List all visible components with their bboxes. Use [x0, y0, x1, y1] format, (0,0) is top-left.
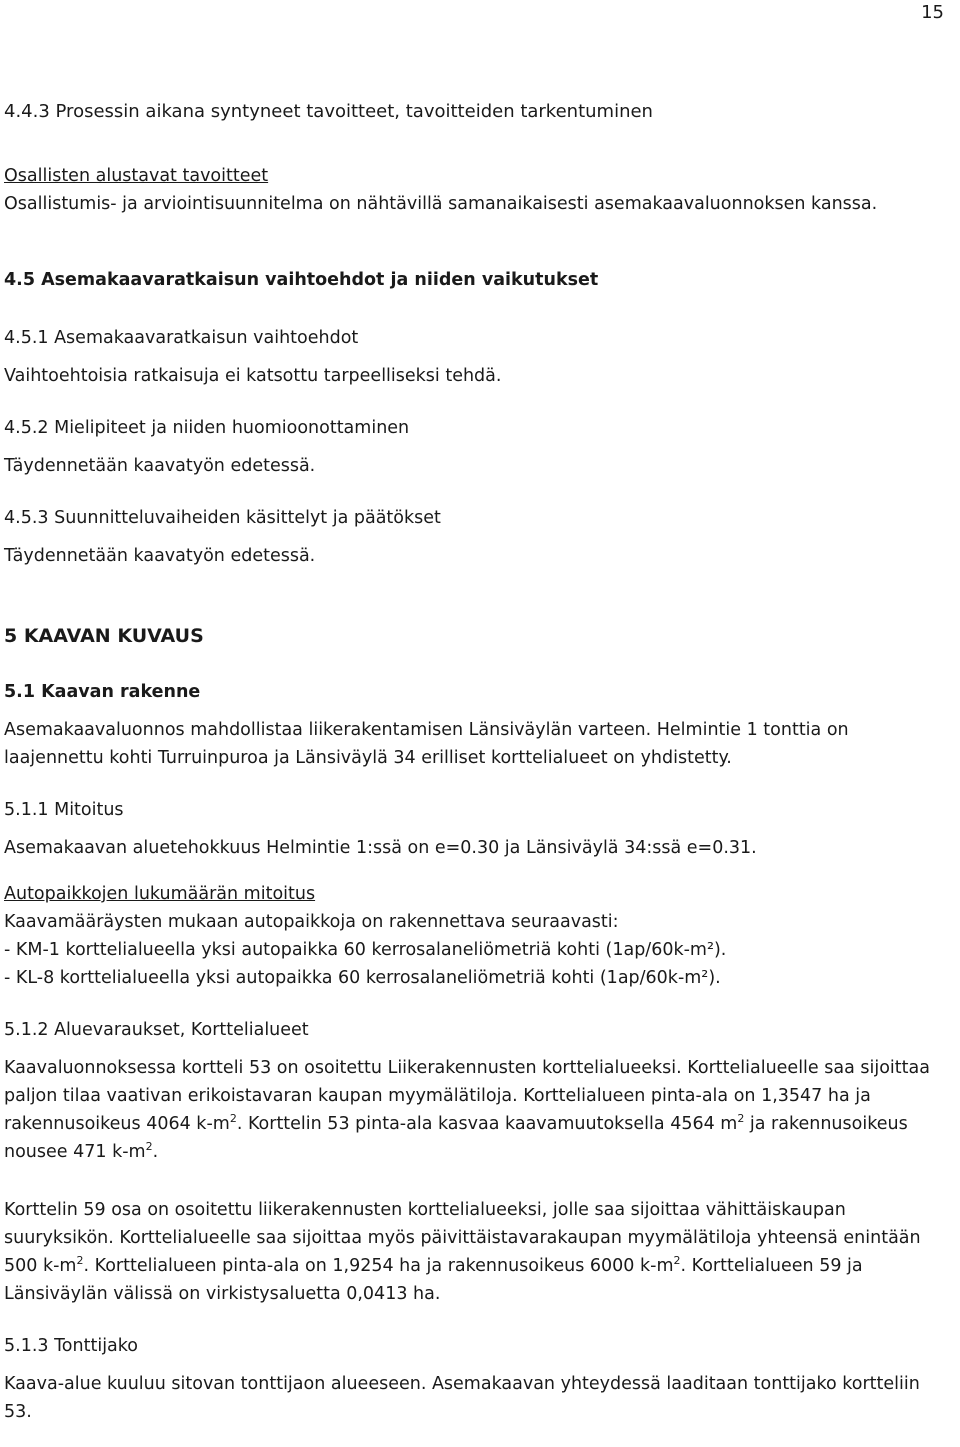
section-4-4-3-heading: 4.4.3 Prosessin aikana syntyneet tavoitteet, tavoitteiden tarkentuminen — [4, 101, 653, 122]
section-4-5-3-text: Täydennetään kaavatyön edetessä. — [4, 546, 316, 566]
section-5-1-3-text: Kaava-alue kuuluu sitovan tonttijaon alueeseen. Asemakaavan yhteydessä laaditaan tonttijako kortteliin 53. — [4, 1374, 920, 1422]
parking-line: Kaavamääräysten mukaan autopaikkoja on rakennettava seuraavasti: — [4, 912, 619, 932]
parking-line: - KM-1 korttelialueella yksi autopaikka 60 kerrosalaneliömetriä kohti (1ap/60k-m²). — [4, 940, 727, 960]
page-number: 15 — [921, 2, 944, 23]
section-5-1-3-heading: 5.1.3 Tonttijako — [4, 1336, 138, 1356]
section-5-1-heading: 5.1 Kaavan rakenne — [4, 682, 201, 702]
block-53-paragraph: Kaavaluonnoksessa kortteli 53 on osoitettu Liikerakennusten korttelialueeksi. Korttelialueelle saa sijoittaa paljon tilaa vaativan erikoistavaran kaupan myymälätiloja. Korttelialueen pinta-ala on 1,3547 ha ja rakennusoikeus 4064 $k-m^2$. Korttelin 53 pinta-ala kasvaa kaavamuutoksella 4564 $m^2$ ja rakennusoikeus nousee 471 $k-m^2$. — [4, 1058, 930, 1162]
section-5-1-1-text: Asemakaavan aluetehokkuus Helmintie 1:ssä on e=0.30 ja Länsiväylä 34:ssä e=0.31. — [4, 838, 757, 858]
section-4-5-3-heading: 4.5.3 Suunnitteluvaiheiden käsittelyt ja päätökset — [4, 508, 441, 528]
section-4-5-2-text: Täydennetään kaavatyön edetessä. — [4, 456, 316, 476]
section-5-1-1-heading: 5.1.1 Mitoitus — [4, 800, 124, 820]
section-5-1-text: Asemakaavaluonnos mahdollistaa liikerakentamisen Länsiväylän varteen. Helmintie 1 tonttia on laajennettu kohti Turruinpuroa ja Länsiväylä 34 erilliset korttelialueet on yhdistetty. — [4, 720, 849, 768]
section-4-5-1-heading: 4.5.1 Asemakaavaratkaisun vaihtoehdot — [4, 328, 359, 348]
section-4-5-heading: 4.5 Asemakaavaratkaisun vaihtoehdot ja niiden vaikutukset — [4, 270, 599, 290]
document-body — [4, 98, 944, 1426]
section-4-5-1-text: Vaihtoehtoisia ratkaisuja ei katsottu tarpeelliseksi tehdä. — [4, 366, 502, 386]
parking-heading: Autopaikkojen lukumäärän mitoitus — [4, 884, 316, 904]
section-4-5-2-heading: 4.5.2 Mielipiteet ja niiden huomioonottaminen — [4, 418, 410, 438]
block-59-paragraph: Korttelin 59 osa on osoitettu liikerakennusten korttelialueeksi, jolle saa sijoittaa vähittäiskaupan suuryksikön. Korttelialueelle saa sijoittaa myös päivittäistavarakaupan myymälätiloja yhteensä enintään 500 $k-m^2$. Korttelialueen pinta-ala on 1,9254 ha ja rakennusoikeus 6000 $k-m^2$. Korttelialueen 59 ja Länsiväylän välissä on virkistysaluetta 0,0413 ha. — [4, 1200, 921, 1304]
section-5-1-2-heading: 5.1.2 Aluevaraukset, Korttelialueet — [4, 1020, 309, 1040]
participants-goals-heading: Osallisten alustavat tavoitteet — [4, 166, 269, 186]
parking-line: - KL-8 korttelialueella yksi autopaikka 60 kerrosalaneliömetriä kohti (1ap/60k-m²). — [4, 968, 721, 988]
participation-plan-text: Osallistumis- ja arviointisuunnitelma on nähtävillä samanaikaisesti asemakaavaluonnoksen kanssa. — [4, 194, 878, 214]
section-5-heading: 5 KAAVAN KUVAUS — [4, 625, 204, 647]
